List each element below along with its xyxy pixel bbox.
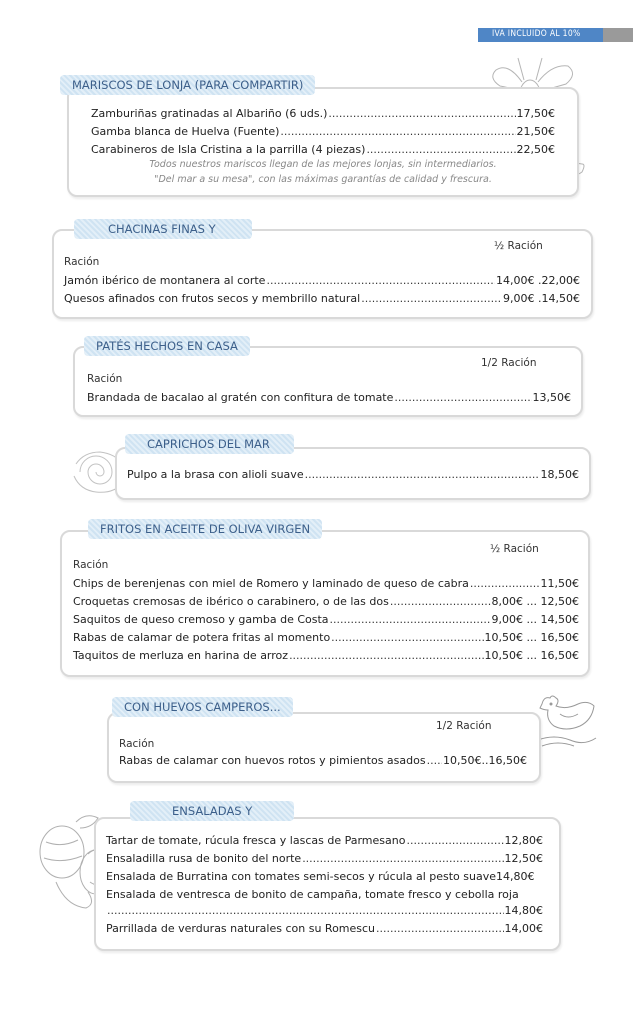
ensaladas-title: ENSALADAS Y [130, 801, 294, 821]
chacinas-section [52, 229, 593, 319]
half-ration-header: 1/2 Ración [436, 720, 492, 732]
menu-item: Ensaladilla rusa de bonito del norte ..... 12,50€ [106, 852, 543, 865]
ration-header: Ración [64, 256, 100, 268]
caprichos-title: CAPRICHOS DEL MAR [125, 434, 294, 454]
half-ration-header: 1/2 Ración [481, 357, 537, 369]
mariscos-note-2: "Del mar a su mesa", con las máximas garantías de calidad y frescura. [154, 174, 492, 185]
menu-item: Brandada de bacalao al gratén con confitura de tomate ..... 13,50€ [87, 391, 571, 404]
menu-item: Tartar de tomate, rúcula fresca y lascas de Parmesano ..... 12,80€ [106, 834, 543, 847]
menu-item-continuation: ..... 14,80€ [106, 904, 543, 917]
menu-item: Zamburiñas gratinadas al Albariño (6 uds.) ..... 17,50€ [91, 107, 555, 120]
pates-title: PATÉS HECHOS EN CASA [84, 336, 250, 356]
mariscos-section [67, 87, 579, 197]
menu-item: Pulpo a la brasa con alioli suave ..... 18,50€ [127, 468, 579, 481]
menu-item: Jamón ibérico de montanera al corte ..... 14,00€ .22,00€ [64, 274, 580, 287]
menu-item: Taquitos de merluza en harina de arroz ..... 10,50€ ... 16,50€ [73, 649, 579, 662]
menu-item: Ensalada de ventresca de bonito de campaña, tomate fresco y cebolla roja [106, 888, 519, 901]
hen-icon [534, 690, 600, 752]
iva-banner [478, 28, 633, 42]
menu-item: Chips de berenjenas con miel de Romero y laminado de queso de cabra ..... 11,50€ [73, 577, 579, 590]
pates-section [73, 346, 583, 417]
menu-item: Saquitos de queso cremoso y gamba de Costa ..... 9,00€ ... 14,50€ [73, 613, 579, 626]
menu-item: Carabineros de Isla Cristina a la parrilla (4 piezas) ..... 22,50€ [91, 143, 555, 156]
menu-item: Croquetas cremosas de ibérico o carabinero, o de las dos ..... 8,00€ ... 12,50€ [73, 595, 579, 608]
menu-item: Rabas de calamar con huevos rotos y pimientos asados ..... 10,50€..16,50€ [119, 754, 527, 767]
ensaladas-section [94, 817, 561, 951]
menu-item: Ensalada de Burratina con tomates semi-secos y rúcula al pesto suave 14,80€ [106, 870, 535, 883]
iva-banner-grey-block [603, 28, 633, 42]
chacinas-title: CHACINAS FINAS Y [74, 219, 252, 239]
half-ration-header: ½ Ración [494, 240, 543, 252]
huevos-section [107, 712, 541, 783]
huevos-title: CON HUEVOS CAMPEROS... [112, 697, 293, 717]
fritos-section [60, 530, 590, 677]
mariscos-note-1: Todos nuestros mariscos llegan de las mejores lonjas, sin intermediarios. [149, 159, 497, 170]
ration-header: Ración [87, 373, 123, 385]
caprichos-section [115, 447, 591, 500]
menu-item: Parrillada de verduras naturales con su Romescu ..... 14,00€ [106, 922, 543, 935]
menu-item: Quesos afinados con frutos secos y membrillo natural ..... 9,00€ .14,50€ [64, 292, 580, 305]
iva-label: IVA INCLUIDO AL 10% [492, 29, 581, 39]
ration-header: Ración [73, 559, 109, 571]
mariscos-title: MARISCOS DE LONJA (PARA COMPARTIR) [60, 75, 315, 95]
ration-header: Ración [119, 738, 155, 750]
menu-item: Gamba blanca de Huelva (Fuente) ..... 21,50€ [91, 125, 555, 138]
menu-item: Rabas de calamar de potera fritas al momento ..... 10,50€ ... 16,50€ [73, 631, 579, 644]
fritos-title: FRITOS EN ACEITE DE OLIVA VIRGEN [88, 519, 322, 539]
half-ration-header: ½ Ración [490, 543, 539, 555]
